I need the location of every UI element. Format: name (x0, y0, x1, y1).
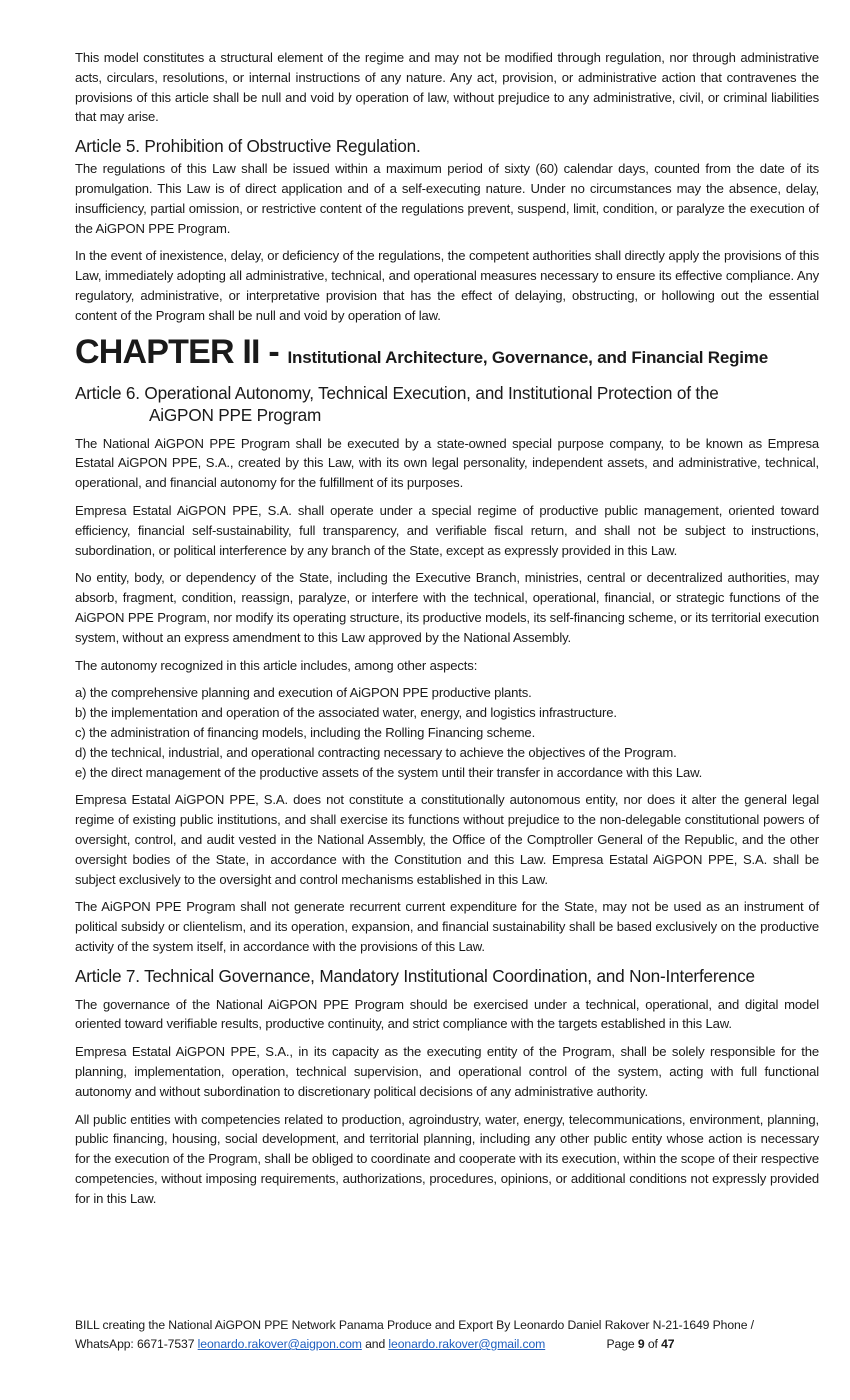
list-item: c) the administration of financing models, including the Rolling Financing scheme. (75, 724, 536, 740)
article-6-paragraph-2: Empresa Estatal AiGPON PPE, S.A. shall operate under a special regime of productive public management, oriented toward efficiency, financial self-sustainability, full transparency, and verifiable fiscal return, and shall not be subject to instructions, subordination, or political interference by any branch of the State, except as expressly provided in this Law. (75, 502, 819, 558)
article-7-title: Article 7. Technical Governance, Mandatory Institutional Coordination, and Non-Interference (75, 965, 755, 986)
current-page: 9 (637, 1337, 645, 1351)
email-link-aigpon[interactable]: leonardo.rakover@aigpon.com (197, 1337, 362, 1351)
list-item: e) the direct management of the productive assets of the system until their transfer in accordance with this Law. (75, 764, 703, 780)
article-6-paragraph-5: Empresa Estatal AiGPON PPE, S.A. does not constitute a constitutionally autonomous entity, nor does it alter the general legal regime of existing public institutions, and shall exercise its functions without prejudice to the non-delegable constitutional powers of oversight, control, and audit vested in the National Assembly, the Office of the Comptroller General of the Republic, and the other oversight bodies of the State, in accordance with the Constitution and this Law. Empresa Estatal AiGPON PPE, S.A. shall be subject exclusively to the oversight and control mechanisms established in this Law. (75, 792, 819, 887)
article-7-paragraph-3: All public entities with competencies related to production, agroindustry, water, energy, telecommunications, environment, planning, public financing, housing, social development, and territorial planning, including any other public entity whose action is necessary for the execution of the Program, shall be obliged to coordinate and cooperate with its execution, within the scope of their respective competencies, without imposing requirements, authorizations, procedures, opinions, or additional conditions not expressly provided for in this Law. (75, 1111, 819, 1206)
chapter-heading (75, 334, 819, 376)
article-6-paragraph-6: The AiGPON PPE Program shall not generate recurrent current expenditure for the State, may not be used as an instrument of political subsidy or clientelism, and its operation, expansion, and financial sustainability shall be based exclusively on the productive activity of the system itself, in accordance with the provisions of this Law. (75, 899, 819, 954)
article-7-paragraph-2: Empresa Estatal AiGPON PPE, S.A., in its capacity as the executing entity of the Program, shall be solely responsible for the planning, implementation, operation, technical supervision, and operational control of the system, acting with full functional autonomy and without subordination to discretionary political decisions of any administrative authority. (75, 1044, 819, 1099)
footer-line-1: BILL creating the National AiGPON PPE Network Panama Produce and Export By Leonardo Daniel Rakover N-21-1649 Phone / (75, 1318, 754, 1332)
autonomy-list (75, 683, 819, 782)
document-page (75, 48, 819, 1217)
article-5-title: Article 5. Prohibition of Obstructive Regulation. (75, 136, 421, 157)
article-6-paragraph-3: No entity, body, or dependency of the State, including the Executive Branch, ministries, central or decentralized authorities, may absorb, fragment, condition, reassign, paralyze, or interfere with the technical, operational, financial, or strategic functions of the AiGPON PPE Program, nor modify its operating structure, its productive models, its self-financing scheme, or its territorial execution system, without an express amendment to this Law approved by the National Assembly. (75, 570, 819, 645)
email-link-gmail[interactable]: leonardo.rakover@gmail.com (388, 1337, 546, 1351)
article-7-paragraph-1: The governance of the National AiGPON PPE Program should be exercised under a technical, operational, and digital model oriented toward verifiable results, productive continuity, and strict compliance with the targets established in this Law. (75, 996, 819, 1032)
list-item: a) the comprehensive planning and execution of AiGPON PPE productive plants. (75, 685, 532, 701)
footer-and: and (361, 1337, 389, 1351)
page-number: Page 9 of 47 (606, 1337, 675, 1351)
article-6-title-line2: AiGPON PPE Program (149, 404, 322, 425)
chapter-subtitle: Institutional Architecture, Governance, and Financial Regime (287, 347, 768, 367)
footer-whatsapp: WhatsApp: 6671-7537 (75, 1337, 198, 1351)
total-pages: 47 (661, 1337, 675, 1351)
article-6-paragraph-1: The National AiGPON PPE Program shall be executed by a state-owned special purpose company, to be known as Empresa Estatal AiGPON PPE, S.A., created by this Law, with its own legal personality, independent assets, and administrative, technical, operational, and financial autonomy for the fulfillment of its purposes. (75, 435, 819, 491)
intro-paragraph: This model constitutes a structural element of the regime and may not be modified through regulation, nor through administrative acts, circulars, resolutions, or internal instructions of any nature. Any act, provision, or administrative action that contravenes the provisions of this article shall be null and void by operation of law, without prejudice to any administrative, civil, or criminal liabilities that may arise. (75, 50, 819, 125)
article-6-title (75, 382, 819, 426)
article-6-title-line1: Article 6. Operational Autonomy, Technical Execution, and Institutional Protection of the (75, 382, 719, 403)
footer-line-2 (75, 1335, 795, 1354)
list-item: b) the implementation and operation of the associated water, energy, and logistics infrastructure. (75, 705, 617, 721)
page-footer (75, 1316, 795, 1354)
article-5-paragraph-1: The regulations of this Law shall be issued within a maximum period of sixty (60) calendar days, counted from the date of its promulgation. This Law is of direct application and of a self-executing nature. Under no circumstances may the absence, delay, insufficiency, partial omission, or restrictive content of the regulations prevent, suspend, limit, condition, or paralyze the execution of the AiGPON PPE Program. (75, 161, 819, 236)
list-item: d) the technical, industrial, and operational contracting necessary to achieve the objectives of the Program. (75, 744, 677, 760)
chapter-label: CHAPTER II - (75, 332, 288, 371)
article-6-paragraph-4: The autonomy recognized in this article includes, among other aspects: (75, 657, 478, 673)
article-5-paragraph-2: In the event of inexistence, delay, or deficiency of the regulations, the competent authorities shall directly apply the provisions of this Law, immediately adopting all administrative, technical, and operational measures necessary to ensure its effective compliance. Any regulatory, administrative, or interpretative provision that has the effect of delaying, obstructing, or hollowing out the essential content of the Program shall be null and void by operation of law. (75, 248, 819, 323)
